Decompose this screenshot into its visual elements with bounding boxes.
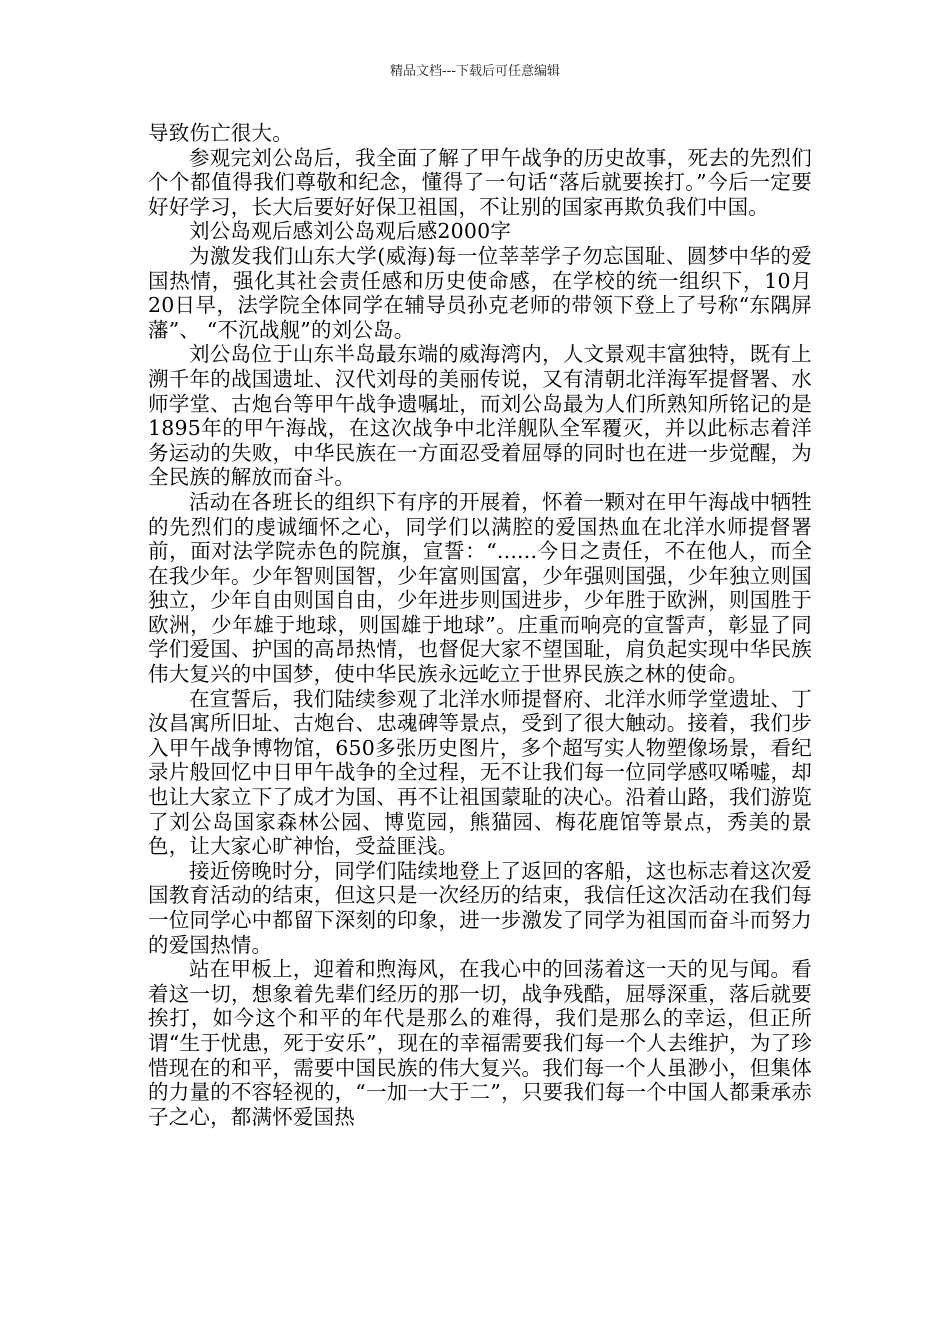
paragraph: 为激发我们山东大学(威海)每一位莘莘学子勿忘国耻、圆梦中华的爱国热情，强化其社会责任感和历史使命感，在学校的统一组织下，10月20日早，法学院全体同学在辅导员孙克老师的带领下登上了号称“东隅屏藩”、 “不沉战舰”的刘公岛。: [148, 243, 812, 342]
paragraph: 刘公岛位于山东半岛最东端的威海湾内，人文景观丰富独特，既有上溯千年的战国遗址、汉代刘母的美丽传说，又有清朝北洋海军提督署、水师学堂、古炮台等甲午战争遗嘱址，而刘公岛最为人们所熟知所铭记的是1895年的甲午海战，在这次战争中北洋舰队全军覆灭，并以此标志着洋务运动的失败，中华民族在一方面忍受着屈辱的同时也在进一步觉醒，为全民族的解放而奋斗。: [148, 342, 812, 490]
paragraph: 接近傍晚时分，同学们陆续地登上了返回的客船，这也标志着这次爱国教育活动的结束，但这只是一次经历的结束，我信任这次活动在我们每一位同学心中都留下深刻的印象，进一步激发了同学为祖国而奋斗而努力的爱国热情。: [148, 858, 812, 957]
paragraph: 活动在各班长的组织下有序的开展着，怀着一颗对在甲午海战中牺牲的先烈们的虔诚缅怀之心，同学们以满腔的爱国热血在北洋水师提督署前，面对法学院赤色的院旗，宣誓：“......今日之责任，不在他人，而全在我少年。少年智则国智，少年富则国富，少年强则国强，少年独立则国独立，少年自由则国自由，少年进步则国进步，少年胜于欧洲，则国胜于欧洲，少年雄于地球，则国雄于地球”。庄重而响亮的宣誓声，彰显了同学们爱国、护国的高昂热情，也督促大家不望国耻，肩负起实现中华民族伟大复兴的中国梦，使中华民族永远屹立于世界民族之林的使命。: [148, 489, 812, 687]
paragraph-continuation: 导致伤亡很大。: [148, 121, 293, 145]
paragraph: 在宣誓后，我们陆续参观了北洋水师提督府、北洋水师学堂遗址、丁汝昌寓所旧址、古炮台、忠魂碑等景点，受到了很大触动。接着，我们步入甲午战争博物馆，650多张历史图片，多个超写实人物塑像场景，看纪录片般回忆中日甲午战争的全过程，无不让我们每一位同学感叹唏嘘，却也让大家立下了成才为国、再不让祖国蒙耻的决心。沿着山路，我们游览了刘公岛国家森林公园、博览园，熊猫园、梅花鹿馆等景点，秀美的景色，让大家心旷神怡，受益匪浅。: [148, 686, 812, 859]
section-title: 刘公岛观后感刘公岛观后感2000字: [189, 219, 512, 244]
paragraph: 站在甲板上，迎着和煦海风，在我心中的回荡着这一天的见与闻。看着这一切，想象着先辈们经历的那一切，战争残酷，屈辱深重，落后就要挨打，如今这个和平的年代是那么的难得，我们是那么的幸运，但正所谓“生于忧患，死于安乐”，现在的幸福需要我们每一个人去维护，为了珍惜现在的和平，需要中国民族的伟大复兴。我们每一个人虽渺小，但集体的力量的不容轻视的，“一加一大于二”，只要我们每一个中国人都秉承赤子之心，都满怀爱国热: [148, 957, 812, 1129]
paragraph: 参观完刘公岛后，我全面了解了甲午战争的历史故事，死去的先烈们个个都值得我们尊敬和纪念，懂得了一句话“落后就要挨打。”今后一定要好好学习，长大后要好好保卫祖国，不让别的国家再欺负我们中国。: [148, 145, 812, 219]
document-body: [148, 121, 812, 1129]
page-header: 精品文档---下载后可任意编辑: [389, 64, 561, 79]
